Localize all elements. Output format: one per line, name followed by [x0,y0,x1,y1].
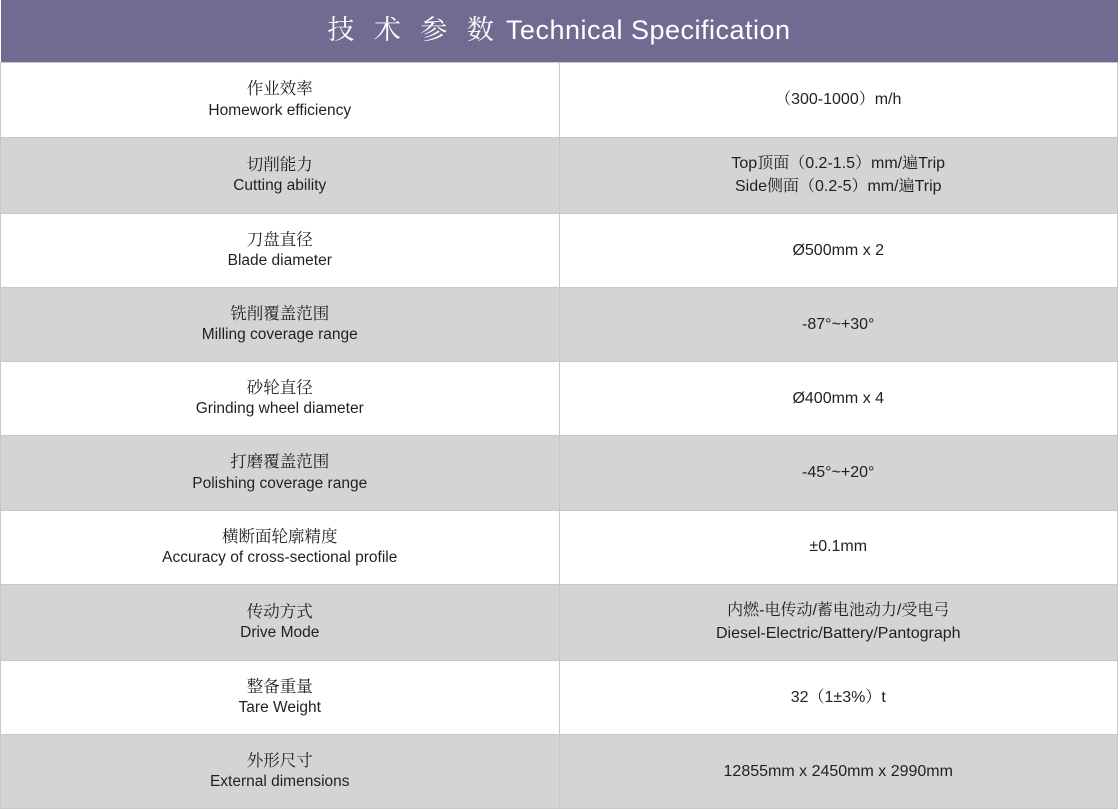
spec-label-cn: 打磨覆盖范围 [230,453,330,472]
spec-label-en: Cutting ability [233,176,327,194]
spec-label-cell [1,213,560,287]
spec-label-cell [1,510,560,584]
spec-value-line: 32（1±3%）t [790,688,886,706]
table-row [1,510,1118,584]
table-row [1,137,1118,213]
spec-label-cn: 刀盘直径 [246,230,313,249]
spec-value-cell [559,63,1118,137]
spec-value-line: 12855mm x 2450mm x 2990mm [723,762,953,780]
spec-value-line: Diesel-Electric/Battery/Pantograph [715,625,961,643]
table-row [1,584,1118,660]
table-row [1,213,1118,287]
spec-value-cell [559,735,1118,809]
spec-label-en: Accuracy of cross-sectional profile [162,548,398,566]
spec-value-line: （300-1000）m/h [775,91,902,109]
spec-label-cn: 整备重量 [246,677,313,696]
table-row [1,63,1118,137]
spec-label-cn: 切削能力 [246,155,313,174]
spec-label-cn: 横断面轮廓精度 [222,527,338,546]
table-row [1,660,1118,734]
spec-label-cell [1,436,560,510]
spec-value-cell [559,660,1118,734]
spec-label-cell [1,735,560,809]
spec-value-cell [559,584,1118,660]
spec-value-cell [559,510,1118,584]
spec-value-cell [559,287,1118,361]
spec-value-line: ±0.1mm [809,538,868,556]
spec-label-en: Blade diameter [227,252,332,270]
spec-value-cell [559,436,1118,510]
page-title-en: Technical Specification [505,15,791,45]
spec-label-cn: 铣削覆盖范围 [230,304,330,323]
spec-label-cell [1,63,560,137]
spec-value-line: Top顶面（0.2-1.5）mm/遍Trip [731,154,946,172]
spec-label-cn: 外形尺寸 [246,752,313,771]
spec-label-en: Milling coverage range [201,326,358,344]
spec-label-en: External dimensions [209,773,350,791]
table-row [1,735,1118,809]
spec-value-line: Ø500mm x 2 [792,241,885,259]
spec-label-en: Polishing coverage range [192,474,368,492]
spec-label-en: Tare Weight [238,699,321,717]
spec-label-cell [1,660,560,734]
spec-value-line: Side侧面（0.2-5）mm/遍Trip [734,178,942,196]
table-row [1,362,1118,436]
spec-value-line: -45°~+20° [802,464,875,482]
table-row [1,287,1118,361]
page-title [1,14,1118,46]
spec-label-cell [1,287,560,361]
spec-label-en: Homework efficiency [208,101,352,119]
spec-value-cell [559,362,1118,436]
spec-label-cn: 砂轮直径 [246,379,313,398]
spec-label-cell [1,584,560,660]
spec-label-cn: 传动方式 [246,602,313,621]
page-title-cn: 技 术 参 数 [327,15,500,45]
spec-value-cell [559,213,1118,287]
table-header-cell [1,0,1118,63]
table-row [1,436,1118,510]
spec-label-cell [1,362,560,436]
spec-label-cell [1,137,560,213]
spec-value-cell [559,137,1118,213]
spec-label-cn: 作业效率 [246,80,313,99]
spec-label-en: Grinding wheel diameter [195,400,364,418]
spec-value-line: Ø400mm x 4 [792,389,885,407]
spec-label-en: Drive Mode [240,623,320,641]
table-body [1,0,1118,809]
spec-value-line: -87°~+30° [802,315,875,333]
table-header-row [1,0,1118,63]
spec-value-line: 内燃-电传动/蓄电池动力/受电弓 [727,601,950,619]
